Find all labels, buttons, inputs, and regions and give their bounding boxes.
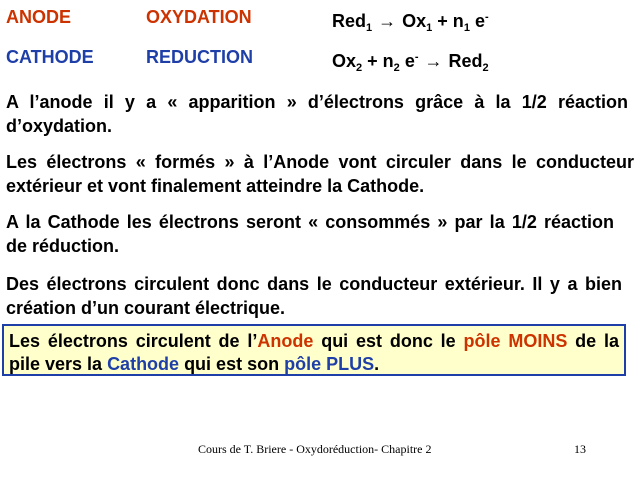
anode-label: ANODE: [6, 7, 72, 27]
paragraph-anode-oxidation: A l’anode il y a « apparition » d’électrons grâce à la 1/2 réaction d’oxydation.: [6, 92, 628, 136]
callout-text-2: qui est donc le: [313, 331, 464, 351]
reduction-label: REDUCTION: [146, 47, 253, 67]
eq-ox-sub: 2: [356, 62, 363, 74]
callout-pole-plus: pôle PLUS: [284, 354, 375, 374]
arrow-icon: →: [378, 11, 397, 31]
callout-pole-moins: pôle MOINS: [463, 331, 568, 351]
callout-text-1: Les électrons circulent de l’: [9, 331, 258, 351]
oxidation-label: OXYDATION: [146, 7, 252, 27]
eq-electron: e: [404, 51, 415, 71]
eq-n-sub: 2: [393, 62, 400, 74]
cathode-half-reaction-row: [6, 44, 626, 74]
eq-red: Red: [332, 11, 367, 31]
callout-cathode: Cathode: [107, 354, 180, 374]
callout-text-4: qui est son: [179, 354, 285, 374]
footer-course-title: Cours de T. Briere - Oxydoréduction- Chapitre 2: [198, 442, 432, 456]
conclusion-callout: [2, 324, 626, 376]
eq-ox: Ox: [332, 51, 357, 71]
arrow-icon: →: [424, 51, 443, 71]
anode-half-reaction-row: [6, 4, 626, 34]
callout-text-5: .: [374, 354, 380, 374]
paragraph-current: Des électrons circulent donc dans le conducteur extérieur. Il y a bien création d’un courant électrique.: [6, 274, 622, 318]
cathode-equation: [332, 44, 489, 81]
eq-electron-sup: -: [414, 51, 419, 63]
eq-plus-n: + n: [367, 51, 394, 71]
anode-equation: [332, 4, 489, 41]
eq-ox: Ox: [402, 11, 427, 31]
paragraph-cathode-reduction: A la Cathode les électrons seront « consommés » par la 1/2 réaction de réduction.: [6, 212, 614, 256]
eq-plus-n: + n: [437, 11, 464, 31]
paragraph-electron-flow: Les électrons « formés » à l’Anode vont circuler dans le conducteur extérieur et vont finalement atteindre la Cathode.: [6, 152, 634, 196]
eq-red: Red: [448, 51, 483, 71]
eq-electron: e: [474, 11, 485, 31]
callout-anode: Anode: [257, 331, 314, 351]
cathode-label: CATHODE: [6, 47, 94, 67]
eq-red-sub: 2: [482, 62, 489, 74]
callout-text-3: de la pile vers la: [9, 331, 619, 374]
eq-n-sub: 1: [463, 22, 470, 34]
eq-ox-sub: 1: [426, 22, 433, 34]
eq-red-sub: 1: [366, 22, 373, 34]
eq-electron-sup: -: [484, 11, 489, 23]
footer-page-number: 13: [574, 442, 586, 456]
